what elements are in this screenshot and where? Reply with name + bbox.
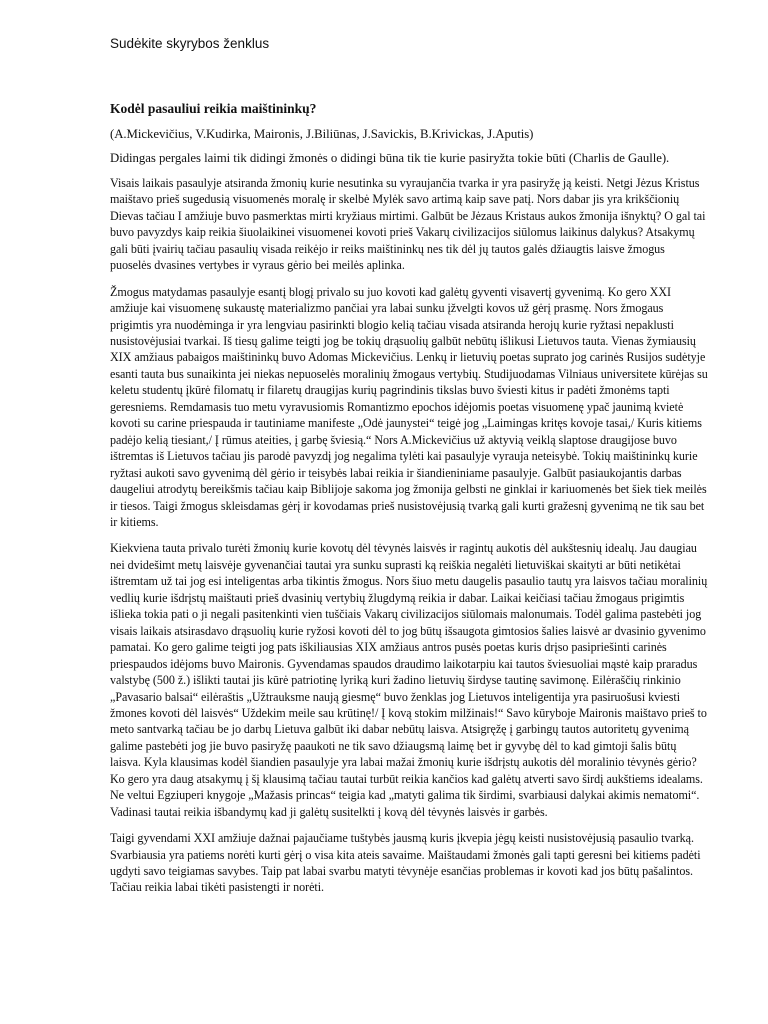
essay-title: Kodėl pasauliui reikia maištininkų? (110, 101, 317, 116)
epigraph-quote: Didingas pergales laimi tik didingi žmonės o didingi būna tik tie kurie pasiryžta tokie būti (Charlis de Gaulle). (110, 151, 670, 166)
paragraph-3: Kiekviena tauta privalo turėti žmonių kurie kovotų dėl tėvynės laisvės ir ragintų aukotis dėl aukštesnių idealų. Jau daugiau nei dvidešimt metų laisvėje gyvenančiai tautai yra sunku suprasti ką reiškia negalėti lietuviškai skaityti ar būti netikėtai ištremtam už tai jog esi inteligentas arba tikintis žmogus. Nors šiuo metu daugelis pasaulio tautų yra laisvos tačiau moralinių vedlių kurie išdrįstų maištauti prieš dvasinių vertybių žlugdymą reikia ir dabar. Laikai keičiasi tačiau žmogaus prigimtis išlieka tokia pati o ji negali pasitenkinti vien tuščiais Vakarų civilizacijos siūlomais malonumais. Todėl galima pastebėti jog visais laikais atsirasdavo drąsuolių kurie ryžosi kovoti dėl to jog būtų išsaugota gimtosios šalies laisvė ar dvasinio gyvenimo pamatai. Ko gero galime teigti jog pats iškiliausias XIX amžiaus antros pusės poetas kuris drįso pasipriešinti carinės priespaudos idėjoms buvo Maironis. Gyvendamas spaudos draudimo laikotarpiu kai tautos šviesuoliai mąstė kaip praradus valstybę (500 ž.) išlikti tautai jis kūrė patriotinę lyriką kuri žadino lietuvių širdyse tautinę savimonę. Eilėraščių rinkinio „Pavasario balsai“ eilėraštis „Užtrauksme naują giesmę“ buvo ženklas jog Lietuvos inteligentija yra pasiruošusi kviesti žmones kovoti dėl laisvės“ Uždekim meile sau krūtinę!/ Į kovą stokim milžinais!“ Savo kūryboje Maironis maištavo prieš to meto santvarką tačiau be jo darbų Lietuva galbūt iki dabar nebūtų laisva. Atsigręžę į garbingų tautos autoritetų gyvenimą galime pastebėti jog jie buvo pasiryžę paaukoti ne tik savo džiaugsmą laimę bet ir gyvybę dėl to kad gimtoji šalis būtų laisva. Kyla klausimas kodėl šiandien pasaulyje yra labai mažai žmonių kurie išdrįstų aukotis dėl moralinio tėvynės gėrio? Ko gero yra daug atsakymų į šį klausimą tačiau tautai turbūt reikia kančios kad galėtų atverti savo širdį aukštiems idealams. Ne veltui Egziuperi knygoje „Mažasis princas“ teigia kad „matyti galima tik širdimi, svarbiausi dalykai akimis nematomi“. Vadinasi tautai reikia išbandymų kad ji galėtų susitelkti į kovą dėl tėvynės laisvės ir garbės. (110, 541, 708, 819)
paragraph-2: Žmogus matydamas pasaulyje esantį blogį privalo su juo kovoti kad galėtų gyventi visavertį gyvenimą. Ko gero XXI amžiuje kai visuomenę sukaustę materializmo pančiai yra labai sunku įžvelgti kovos už gėrį prasmę. Nors žmogaus prigimtis yra nuodėminga ir yra lengviau pasirinkti blogio kelią tačiau visada atsiranda herojų kurie ryžtasi nepaklusti nusistovėjusiai tvarkai. Iš tiesų galime teigti jog be tokių drąsuolių galbūt nebūtų išlikusi Lietuvos tauta. Vienas žymiausių XIX amžiaus pabaigos maištininkų buvo Adomas Mickevičius. Lenkų ir lietuvių poetas suprato jog carinės Rusijos sudėtyje esanti tauta bus sunaikinta jei niekas nepuoselės moralinių žmogaus vertybių. Studijuodamas Vilniaus universitete kūrėjas su keletu studentų įkūrė filomatų ir filaretų draugijas kurių pagrindinis tikslas buvo šviesti kitus ir padėti žmonėms tapti geresniems. Remdamasis tuo metu vyravusiomis Romantizmo epochos idėjomis poetas visuomenę ypač jaunimą kvietė kovoti su carine priespauda ir tautiniame manifeste „Odė jaunystei“ teigė jog „Laimingas kritęs kovoje tasai,/ Kuris kitiems padėjo kelią tiesiant,/ Į rūmus ateities, į garbę šviesią.“ Nors A.Mickevičius už aktyvią veiklą slaptose draugijose buvo ištremtas iš Lietuvos tačiau jis parodė pavyzdį jog negalima tylėti kai pasaulyje vyrauja neteisybė. Tokių maištininkų kurie ryžtasi aukoti savo gyvenimą dėl gėrio ir teisybės labai reikia ir šiandieniniame pasaulyje. Galbūt pasiaukojantis darbas daugeliui atrodytų bereikšmis tačiau kaip Biblijoje sakoma jog žmonija gelbsti ne ginklai ir kariuomenės bet šiek tiek meilės ir tiesos. Taigi žmogus skleisdamas gėrį ir kovodamas prieš nusistovėjusią tvarką gali kurti gražesnį gyvenimą ne tik sau bet ir kitiems. (110, 284, 708, 529)
paragraph-1: Visais laikais pasaulyje atsiranda žmonių kurie nesutinka su vyraujančia tvarka ir yra pasiryžę ją keisti. Netgi Jėzus Kristus maištavo prieš sugedusią visuomenės moralę ir skelbė Mylėk savo artimą kaip save patį. Nors dabar jis yra krikščionių Dievas tačiau I amžiuje buvo pasmerktas mirti kryžiaus mirtimi. Galbūt be Jėzaus Kristaus aukos žmonija išnyktų? O gal tai buvo pavyzdys kaip reikia šiuolaikinei visuomenei kovoti prieš Vakarų civilizacijos siūlomus laikinus dalykus? Atsakymų gali būti įvairių tačiau pasaulių visada reikėjo ir reiks maištininkų nes tik dėl jų tautos galės džiaugtis laisve žmogus puoselės dvasines vertybes ir vyraus gėrio bei meilės aplinka. (110, 175, 706, 273)
authors-line: (A.Mickevičius, V.Kudirka, Maironis, J.Biliūnas, J.Savickis, B.Krivickas, J.Aputis) (110, 127, 534, 141)
document-heading: Sudėkite skyrybos ženklus (110, 36, 270, 51)
paragraph-4: Taigi gyvendami XXI amžiuje dažnai pajaučiame tuštybės jausmą kuris įkvepia jėgų keisti nusistovėjusią pasaulio tvarką. Svarbiausia yra patiems norėti kurti gėrį o visa kita ateis savaime. Maištaudami žmonės gali tapti geresni bei kitiems padėti ugdyti savo teigiamas savybes. Taip pat labai svarbu matyti tėvynėje esančias problemas ir kovoti kad jos būtų pašalintos. Tačiau reikia labai tikėti pasistengti ir norėti. (110, 831, 701, 895)
